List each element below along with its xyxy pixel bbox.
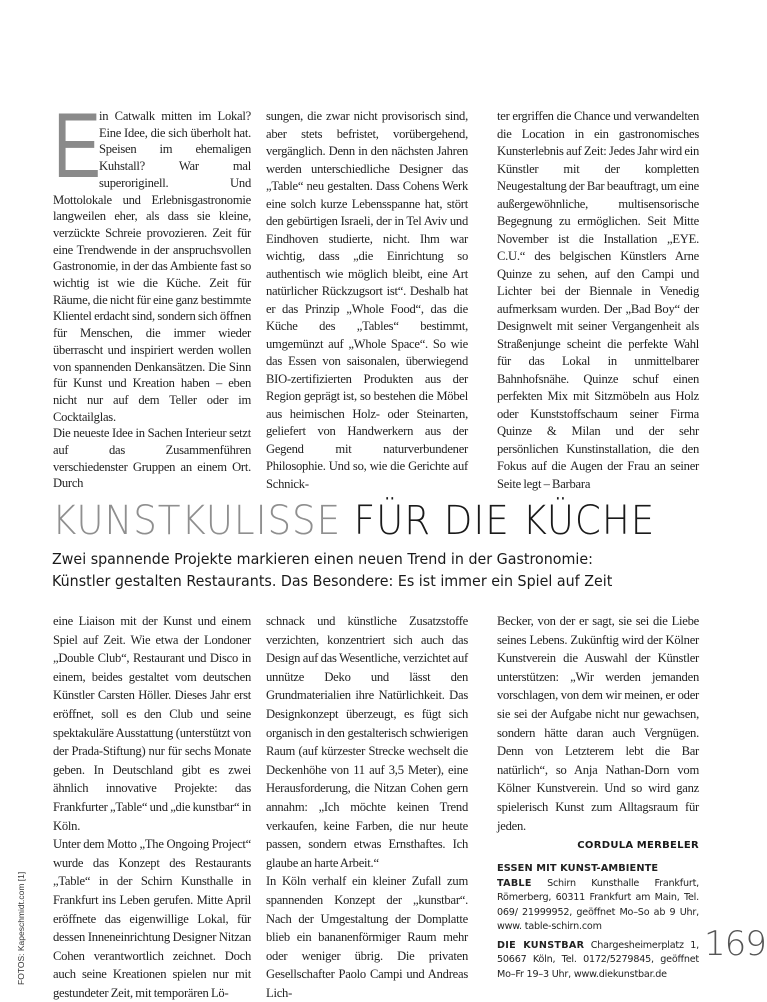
- author-byline: CORDULA MERBELER: [577, 840, 699, 852]
- paragraph: [53, 95, 251, 425]
- photo-credit: FOTOS: Kapeschmidt.com [1]: [16, 871, 26, 985]
- paragraph: Unter dem Motto „The Ongoing Project“ wurde das Konzept des Restaurants „Table“ in der Schirn Kunsthalle in Frankfurt ins Leben gerufen. Mitte April eröffnete das eigenwillige Lokal, für dessen Inneneinrichtung Designer Nitzan Cohen verantwortlich zeichnet. Doch auch seine Kreationen spielen nur mit gestundeter Zeit, mit temporären Lö-: [53, 837, 251, 1000]
- info-box-title: ESSEN MIT KUNST-AMBIENTE: [497, 863, 659, 874]
- article-deck: [52, 548, 696, 592]
- column-6: [497, 612, 699, 852]
- paragraph: schnack und künstliche Zusatzstoffe verzichten, konzentriert sich auch das Design auf das Wesentliche, verzichtet auf unnütze Deko und lässt den Grundmaterialien ihre Natürlichkeit. Das Designkonzept überzeugt, es fügt sich organisch in den gestalterisch schwierigen Raum (auf kürzester Strecke wechselt die Deckenhöhe von 11 auf 3,5 Meter), eine Herausforderung, die Nitzan Cohen gern annahm: „Ich möchte keinen Trend verkaufen, keine Farben, die nur heute passen, sondern etwas Ernsthaftes. Ich glaube an harte Arbeit.“: [266, 614, 468, 870]
- paragraph-text: in Catwalk mitten im Lokal? Eine Idee, die sich überholt hat. Speisen im ehemaligen Kuhstall? War mal superoriginell. Und Mottolokale und Erlebnisgastronomie langweilen eher, als dass sie kleine, verzückte Schreie provozieren. Zeit für eine Trendwende in der anspruchsvollen Gastronomie, in der das Ambiente fast so wichtig ist wie die Küche. Zeit für Räume, die nicht für eine ganz bestimmte Klientel erdacht sind, sondern sich öffnen für Menschen, die immer wieder überrascht und inspiriert werden wollen von spannenden Denkansätzen. Die Sinn für Kunst und Kreation haben – eben nicht nur auf dem Teller oder im Cocktailglas.: [53, 109, 251, 424]
- venue-details: Chargesheimerplatz 1, 50667 Köln, Tel. 0172/5279845, geöffnet Mo–Fr 19–3 Uhr, www.diekunstbar.de: [497, 939, 699, 980]
- headline-light: KUNSTKULISSE: [52, 498, 341, 544]
- drop-cap: E: [53, 95, 101, 197]
- paragraph: Die neueste Idee in Sachen Interieur setzt auf das Zusammenführen verschiedenster Gruppen an einem Ort. Durch: [53, 426, 251, 491]
- headline-dark: FÜR DIE KÜCHE: [353, 498, 656, 544]
- deck-line: Künstler gestalten Restaurants. Das Besondere: Es ist immer ein Spiel auf Zeit: [52, 572, 613, 590]
- column-2: [266, 108, 468, 491]
- column-1: [53, 95, 251, 491]
- info-entry-kunstbar: [497, 939, 699, 983]
- paragraph: In Köln verhalf ein kleiner Zufall zum spannenden Konzept der „kunstbar“. Nach der Umgestaltung der Domplatte blieb ein bananenförmiger Raum mehr oder weniger übrig. Die privaten Gesellschafter Paolo Campi und Andreas Lich-: [266, 874, 468, 1000]
- paragraph: ter ergriffen die Chance und verwandelten die Location in ein gastronomisches Kunsterlebnis auf Zeit: Jedes Jahr wird ein Künstler mit der kompletten Neugestaltung der Bar beauftragt, um eine außergewöhnliche, multisensorische Begegnung zu ermöglichen. Seit Mitte November ist die Installation „EYE. C.U.“ des belgischen Künstlers Arne Quinze zu sehen, auf den Campi und Lichter bei der Biennale in Venedig aufmerksam wurden. Der „Bad Boy“ der Designwelt mit seiner Vergangenheit als Straßenjunge scheint die perfekte Wahl für das Lokal in unmittelbarer Bahnhofsnähe. Quinze schuf einen perfekten Mix mit Sitzmöbeln aus Holz oder Kunststoffschaum seiner Firma Quinze & Milan und der sehr persönlichen Kunstinstallation, die den Fokus auf die Augen der Frau an seiner Seite legt – Barbara: [497, 109, 699, 491]
- info-box: [497, 862, 699, 986]
- column-5: [266, 612, 468, 1000]
- paragraph: Becker, von der er sagt, sie sei die Liebe seines Lebens. Zukünftig wird der Kölner Kunstverein die Auswahl der Künstler unterstützen: „Wir werden jemanden vorschlagen, von dem wir meinen, er oder sie sei der Aufgabe nicht nur gewachsen, sondern hätte daran auch Vergnügen. Denn von Letzterem lebt die Bar natürlich“, so Anja Nathan-Dorn vom Kölner Kunstverein. Und so wird ganz spielerisch Kunst zum Alltagsraum für jeden.: [497, 614, 699, 833]
- info-entry-table: [497, 877, 699, 935]
- column-4: [53, 612, 251, 1000]
- deck-line: Zwei spannende Projekte markieren einen neuen Trend in der Gastronomie:: [52, 550, 593, 568]
- venue-details: Schirn Kunsthalle Frankfurt, Römerberg, 60311 Frankfurt am Main, Tel. 069/ 21999952, geöffnet Mo–So ab 9 Uhr, www. table-schirn.com: [497, 877, 699, 932]
- column-3: [497, 108, 699, 491]
- venue-name: DIE KUNSTBAR: [497, 939, 585, 951]
- paragraph: eine Liaison mit der Kunst und einem Spiel auf Zeit. Wie etwa der Londoner „Double Club“, Restaurant und Disco in einem, beides gestaltet vom deutschen Künstler Carsten Höller. Dieses Jahr erst eröffnet, soll es den Club und seine spektakuläre Ausstattung (unterstützt von der Prada-Stiftung) nur für sechs Monate geben. In Deutschland gibt es zwei ähnlich innovative Projekte: das Frankfurter „Table“ und „die kunstbar“ in Köln.: [53, 614, 251, 833]
- author-line: [497, 835, 699, 856]
- venue-name: TABLE: [497, 877, 532, 889]
- page-number: 169: [704, 924, 766, 964]
- paragraph: sungen, die zwar nicht provisorisch sind, aber stets befristet, vorübergehend, vergänglich. Denn in den nächsten Jahren werden unterschiedliche Designer das „Table“ neu gestalten. Dass Cohens Werk eine solch kurze Lebensspanne hat, stört den gebürtigen Israeli, der in Tel Aviv und Eindhoven studierte, nicht. Ihm war wichtig, dass „die Einrichtung so authentisch wie möglich bleibt, eine Art natürlicher Rückzugsort ist“. Deshalb hat er das Prinzip „Whole Food“, das die Küche des „Tables“ bestimmt, umgemünzt auf „Whole Space“. So wie das Essen von saisonalen, überwiegend BIO-zertifizierten Produkten aus der Region geprägt ist, so bestehen die Möbel aus heimischen Holz- oder Steinarten, geliefert von Handwerkern aus der Gegend mit naturverbundener Philosophie. Und so, wie die Gerichte auf Schnick-: [266, 109, 468, 491]
- article-headline: [52, 497, 655, 545]
